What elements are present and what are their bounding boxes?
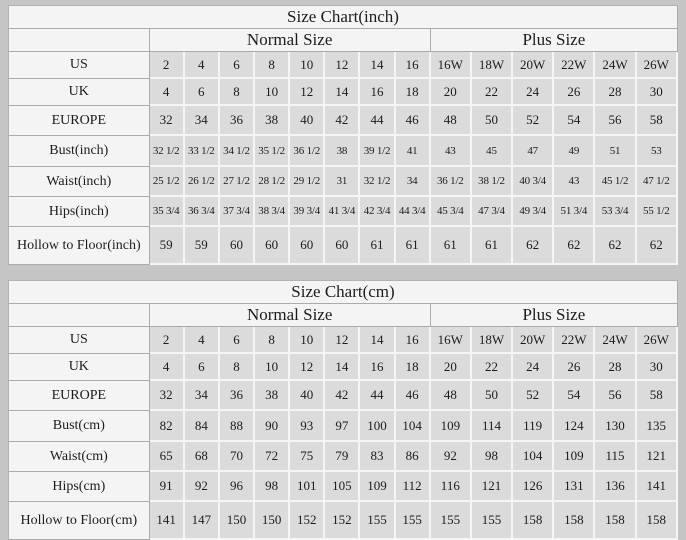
size-cell: 16W xyxy=(431,52,472,79)
size-cell: 155 xyxy=(431,502,472,540)
size-cell: 115 xyxy=(595,442,636,472)
size-cell: 47 xyxy=(513,136,554,167)
size-cell: 12 xyxy=(325,327,360,354)
size-cell: 68 xyxy=(185,442,220,472)
size-cell: 2 xyxy=(150,327,185,354)
size-cell: 98 xyxy=(472,442,513,472)
size-cell: 38 3/4 xyxy=(255,197,290,227)
size-cell: 8 xyxy=(255,52,290,79)
size-cell: 60 xyxy=(290,227,325,265)
size-cell: 100 xyxy=(360,411,395,442)
size-cell: 83 xyxy=(360,442,395,472)
size-cell: 36 3/4 xyxy=(185,197,220,227)
table-row xyxy=(9,381,678,411)
size-cell: 150 xyxy=(220,502,255,540)
size-cell: 45 3/4 xyxy=(431,197,472,227)
size-cell: 41 xyxy=(396,136,431,167)
size-cell: 26 xyxy=(554,354,595,381)
size-cell: 18W xyxy=(472,52,513,79)
size-cell: 24W xyxy=(595,327,636,354)
size-cell: 8 xyxy=(220,79,255,106)
size-cell: 72 xyxy=(255,442,290,472)
size-cell: 35 1/2 xyxy=(255,136,290,167)
size-cell: 109 xyxy=(554,442,595,472)
size-cell: 141 xyxy=(150,502,185,540)
size-cell: 62 xyxy=(513,227,554,265)
size-cell: 16 xyxy=(360,354,395,381)
size-cell: 2 xyxy=(150,52,185,79)
size-cell: 121 xyxy=(472,472,513,502)
size-cell: 42 3/4 xyxy=(360,197,395,227)
size-cell: 18 xyxy=(396,79,431,106)
size-cell: 131 xyxy=(554,472,595,502)
size-cell: 38 1/2 xyxy=(472,167,513,197)
table-row xyxy=(9,136,678,167)
size-cell: 155 xyxy=(472,502,513,540)
size-cell: 124 xyxy=(554,411,595,442)
size-cell: 32 1/2 xyxy=(150,136,185,167)
size-cell: 44 3/4 xyxy=(396,197,431,227)
size-cell: 61 xyxy=(396,227,431,265)
size-cell: 32 xyxy=(150,106,185,136)
size-cell: 49 3/4 xyxy=(513,197,554,227)
table-row xyxy=(9,79,678,106)
size-cell: 119 xyxy=(513,411,554,442)
size-cell: 75 xyxy=(290,442,325,472)
size-cell: 8 xyxy=(220,354,255,381)
size-cell: 52 xyxy=(513,381,554,411)
table-row xyxy=(9,354,678,381)
size-cell: 10 xyxy=(255,79,290,106)
size-cell: 22 xyxy=(472,354,513,381)
size-cell: 51 3/4 xyxy=(554,197,595,227)
size-cell: 155 xyxy=(396,502,431,540)
size-cell: 14 xyxy=(325,79,360,106)
size-cell: 26 xyxy=(554,79,595,106)
row-label: Waist(inch) xyxy=(9,167,150,197)
size-cell: 36 1/2 xyxy=(290,136,325,167)
table-row xyxy=(9,52,678,79)
size-cell: 28 1/2 xyxy=(255,167,290,197)
size-cell: 10 xyxy=(255,354,290,381)
size-cell: 158 xyxy=(595,502,636,540)
size-cell: 53 xyxy=(637,136,678,167)
row-label: Hollow to Floor(cm) xyxy=(9,502,150,540)
size-cell: 56 xyxy=(595,106,636,136)
size-cell: 20W xyxy=(513,327,554,354)
size-cell: 60 xyxy=(220,227,255,265)
size-cell: 98 xyxy=(255,472,290,502)
size-cell: 45 xyxy=(472,136,513,167)
size-cell: 46 xyxy=(396,381,431,411)
size-cell: 31 xyxy=(325,167,360,197)
size-cell: 65 xyxy=(150,442,185,472)
size-cell: 16W xyxy=(431,327,472,354)
size-cell: 4 xyxy=(185,52,220,79)
size-cell: 38 xyxy=(325,136,360,167)
size-cell: 130 xyxy=(595,411,636,442)
size-cell: 12 xyxy=(325,52,360,79)
size-cell: 90 xyxy=(255,411,290,442)
size-cell: 54 xyxy=(554,381,595,411)
size-cell: 158 xyxy=(513,502,554,540)
size-cell: 36 xyxy=(220,106,255,136)
size-cell: 24 xyxy=(513,79,554,106)
row-label: UK xyxy=(9,354,150,381)
size-cell: 22 xyxy=(472,79,513,106)
size-cell: 91 xyxy=(150,472,185,502)
size-cell: 59 xyxy=(150,227,185,265)
size-cell: 50 xyxy=(472,381,513,411)
size-cell: 86 xyxy=(396,442,431,472)
size-cell: 8 xyxy=(255,327,290,354)
size-cell: 135 xyxy=(637,411,678,442)
size-cell: 41 3/4 xyxy=(325,197,360,227)
size-cell: 45 1/2 xyxy=(595,167,636,197)
size-cell: 114 xyxy=(472,411,513,442)
size-cell: 88 xyxy=(220,411,255,442)
size-cell: 147 xyxy=(185,502,220,540)
blank-corner-cell xyxy=(9,29,150,52)
size-cell: 29 1/2 xyxy=(290,167,325,197)
size-cell: 70 xyxy=(220,442,255,472)
size-cell: 20 xyxy=(431,354,472,381)
size-cell: 109 xyxy=(360,472,395,502)
size-cell: 4 xyxy=(185,327,220,354)
size-cell: 24 xyxy=(513,354,554,381)
size-chart-inch-table xyxy=(8,5,678,265)
row-label: US xyxy=(9,327,150,354)
size-cell: 61 xyxy=(472,227,513,265)
size-cell: 54 xyxy=(554,106,595,136)
size-cell: 43 xyxy=(431,136,472,167)
size-cell: 35 3/4 xyxy=(150,197,185,227)
group-header-row xyxy=(9,304,678,327)
size-cell: 53 3/4 xyxy=(595,197,636,227)
size-cell: 12 xyxy=(290,354,325,381)
size-cell: 38 xyxy=(255,381,290,411)
size-cell: 42 xyxy=(325,381,360,411)
size-cell: 152 xyxy=(290,502,325,540)
size-cell: 34 xyxy=(185,381,220,411)
row-label: UK xyxy=(9,79,150,106)
size-cell: 158 xyxy=(554,502,595,540)
size-cell: 14 xyxy=(360,52,395,79)
size-cell: 40 xyxy=(290,106,325,136)
size-cell: 36 1/2 xyxy=(431,167,472,197)
size-cell: 126 xyxy=(513,472,554,502)
size-cell: 42 xyxy=(325,106,360,136)
size-cell: 30 xyxy=(637,79,678,106)
size-cell: 26 1/2 xyxy=(185,167,220,197)
size-cell: 47 1/2 xyxy=(637,167,678,197)
table-row xyxy=(9,106,678,136)
size-cell: 4 xyxy=(150,354,185,381)
size-cell: 44 xyxy=(360,106,395,136)
size-cell: 14 xyxy=(325,354,360,381)
size-cell: 58 xyxy=(637,106,678,136)
size-cell: 10 xyxy=(290,52,325,79)
size-cell: 92 xyxy=(431,442,472,472)
table-title-row xyxy=(9,281,678,304)
size-cell: 6 xyxy=(185,354,220,381)
size-cell: 109 xyxy=(431,411,472,442)
size-cell: 104 xyxy=(513,442,554,472)
size-cell: 50 xyxy=(472,106,513,136)
size-cell: 28 xyxy=(595,79,636,106)
row-label: Hips(inch) xyxy=(9,197,150,227)
table-row xyxy=(9,472,678,502)
size-cell: 62 xyxy=(554,227,595,265)
size-cell: 112 xyxy=(396,472,431,502)
size-cell: 52 xyxy=(513,106,554,136)
size-cell: 59 xyxy=(185,227,220,265)
size-cell: 82 xyxy=(150,411,185,442)
size-cell: 22W xyxy=(554,52,595,79)
table-title: Size Chart(cm) xyxy=(9,281,678,304)
table-title-row xyxy=(9,6,678,29)
size-cell: 47 3/4 xyxy=(472,197,513,227)
size-cell: 93 xyxy=(290,411,325,442)
size-cell: 43 xyxy=(554,167,595,197)
row-label: Waist(cm) xyxy=(9,442,150,472)
row-label: Hips(cm) xyxy=(9,472,150,502)
size-cell: 62 xyxy=(595,227,636,265)
size-cell: 32 xyxy=(150,381,185,411)
size-cell: 12 xyxy=(290,79,325,106)
size-cell: 104 xyxy=(396,411,431,442)
size-cell: 10 xyxy=(290,327,325,354)
group-header-row xyxy=(9,29,678,52)
size-cell: 40 xyxy=(290,381,325,411)
row-label: Hollow to Floor(inch) xyxy=(9,227,150,265)
size-cell: 39 3/4 xyxy=(290,197,325,227)
size-cell: 36 xyxy=(220,381,255,411)
table-row xyxy=(9,197,678,227)
row-label: Bust(cm) xyxy=(9,411,150,442)
size-cell: 34 xyxy=(185,106,220,136)
group-header-normal: Normal Size xyxy=(150,29,431,52)
size-cell: 79 xyxy=(325,442,360,472)
table-row xyxy=(9,411,678,442)
row-label: EUROPE xyxy=(9,106,150,136)
size-cell: 4 xyxy=(150,79,185,106)
size-cell: 152 xyxy=(325,502,360,540)
size-cell: 101 xyxy=(290,472,325,502)
size-cell: 155 xyxy=(360,502,395,540)
size-cell: 116 xyxy=(431,472,472,502)
size-cell: 62 xyxy=(637,227,678,265)
group-header-normal: Normal Size xyxy=(150,304,431,327)
size-cell: 16 xyxy=(360,79,395,106)
size-cell: 105 xyxy=(325,472,360,502)
row-label: Bust(inch) xyxy=(9,136,150,167)
size-cell: 16 xyxy=(396,52,431,79)
size-cell: 49 xyxy=(554,136,595,167)
size-cell: 61 xyxy=(360,227,395,265)
size-cell: 48 xyxy=(431,106,472,136)
row-label: EUROPE xyxy=(9,381,150,411)
size-cell: 6 xyxy=(220,327,255,354)
size-cell: 158 xyxy=(637,502,678,540)
size-cell: 46 xyxy=(396,106,431,136)
size-cell: 150 xyxy=(255,502,290,540)
size-cell: 26W xyxy=(637,52,678,79)
size-cell: 51 xyxy=(595,136,636,167)
size-cell: 136 xyxy=(595,472,636,502)
size-cell: 96 xyxy=(220,472,255,502)
size-cell: 34 xyxy=(396,167,431,197)
size-cell: 56 xyxy=(595,381,636,411)
size-cell: 27 1/2 xyxy=(220,167,255,197)
size-cell: 37 3/4 xyxy=(220,197,255,227)
size-cell: 28 xyxy=(595,354,636,381)
size-cell: 61 xyxy=(431,227,472,265)
size-cell: 26W xyxy=(637,327,678,354)
size-cell: 25 1/2 xyxy=(150,167,185,197)
table-row xyxy=(9,227,678,265)
size-cell: 60 xyxy=(255,227,290,265)
size-cell: 30 xyxy=(637,354,678,381)
size-cell: 48 xyxy=(431,381,472,411)
size-cell: 20 xyxy=(431,79,472,106)
size-cell: 60 xyxy=(325,227,360,265)
table-row xyxy=(9,167,678,197)
table-row xyxy=(9,442,678,472)
size-cell: 121 xyxy=(637,442,678,472)
size-cell: 32 1/2 xyxy=(360,167,395,197)
size-cell: 38 xyxy=(255,106,290,136)
size-cell: 58 xyxy=(637,381,678,411)
group-header-plus: Plus Size xyxy=(431,304,678,327)
size-cell: 6 xyxy=(220,52,255,79)
size-cell: 44 xyxy=(360,381,395,411)
size-cell: 16 xyxy=(396,327,431,354)
size-cell: 22W xyxy=(554,327,595,354)
size-cell: 6 xyxy=(185,79,220,106)
size-cell: 18W xyxy=(472,327,513,354)
size-cell: 55 1/2 xyxy=(637,197,678,227)
size-cell: 24W xyxy=(595,52,636,79)
size-cell: 92 xyxy=(185,472,220,502)
group-header-plus: Plus Size xyxy=(431,29,678,52)
size-cell: 20W xyxy=(513,52,554,79)
size-cell: 84 xyxy=(185,411,220,442)
size-chart-cm-table xyxy=(8,280,678,540)
size-cell: 34 1/2 xyxy=(220,136,255,167)
table-row xyxy=(9,327,678,354)
size-cell: 39 1/2 xyxy=(360,136,395,167)
size-cell: 141 xyxy=(637,472,678,502)
size-cell: 97 xyxy=(325,411,360,442)
size-cell: 14 xyxy=(360,327,395,354)
table-title: Size Chart(inch) xyxy=(9,6,678,29)
size-cell: 40 3/4 xyxy=(513,167,554,197)
blank-corner-cell xyxy=(9,304,150,327)
size-cell: 18 xyxy=(396,354,431,381)
row-label: US xyxy=(9,52,150,79)
table-row xyxy=(9,502,678,540)
size-cell: 33 1/2 xyxy=(185,136,220,167)
